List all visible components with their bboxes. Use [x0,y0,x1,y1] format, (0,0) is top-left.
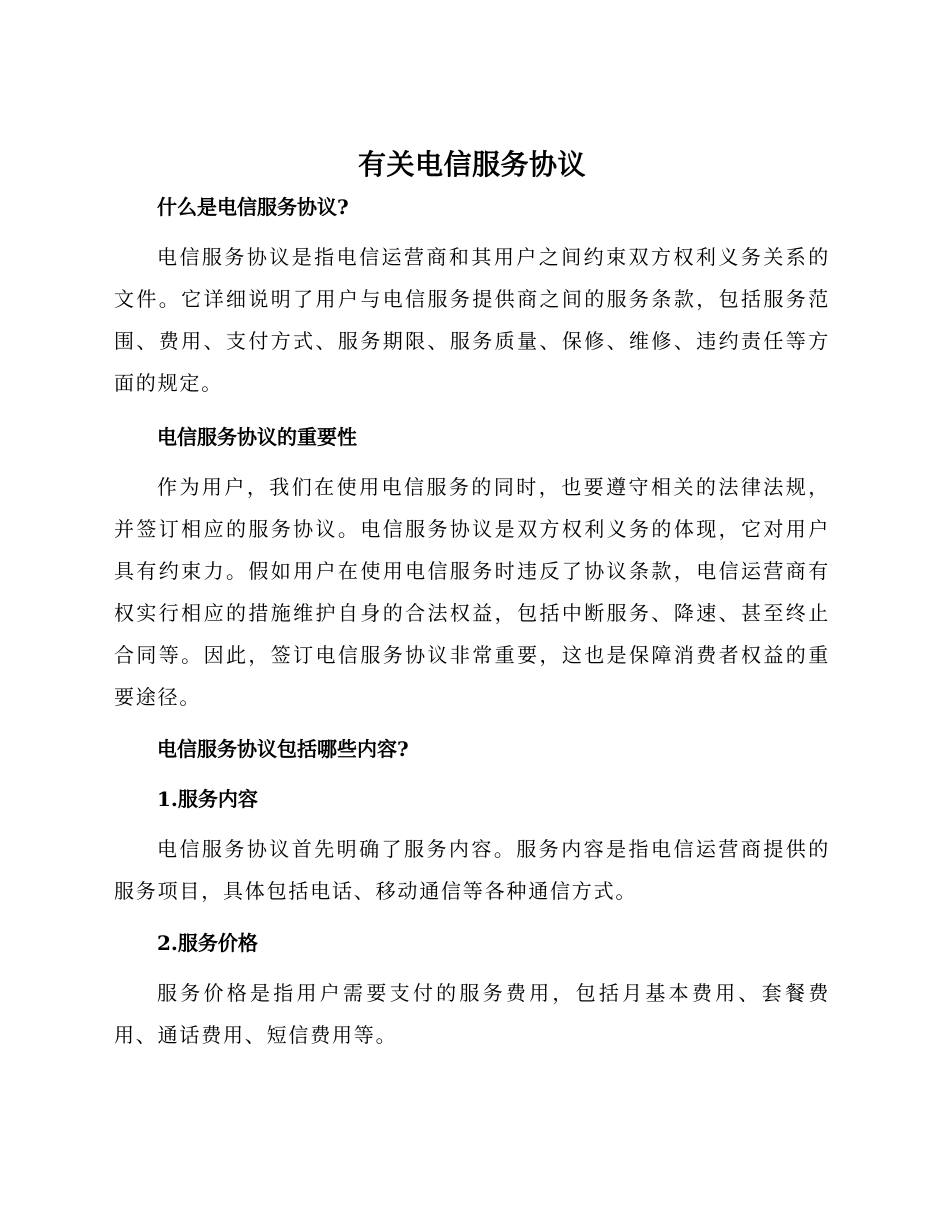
section-heading-importance: 电信服务协议的重要性 [157,425,357,449]
document-title: 有关电信服务协议 [357,148,586,181]
section-heading-service-price: 2.服务价格 [157,931,258,955]
document-page [114,140,830,1056]
section-paragraph-service-content: 电信服务协议首先明确了服务内容。服务内容是指电信运营商提供的服务项目，具体包括电话、移动通信等各种通信方式。 [114,837,830,903]
section-paragraph-importance: 作为用户，我们在使用电信服务的同时，也要遵守相关的法律法规，并签订相应的服务协议。电信服务协议是双方权利义务的体现，它对用户具有约束力。假如用户在使用电信服务时违反了协议条款，电信运营商有权实行相应的措施维护自身的合法权益，包括中断服务、降速、甚至终止合同等。因此，签订电信服务协议非常重要，这也是保障消费者权益的重要途径。 [114,475,830,709]
section-heading-service-content: 1.服务内容 [157,787,258,811]
section-heading-what-is: 什么是电信服务协议? [157,195,349,219]
section-heading-contents: 电信服务协议包括哪些内容? [157,737,409,761]
section-paragraph-what-is: 电信服务协议是指电信运营商和其用户之间约束双方权利义务关系的文件。它详细说明了用户与电信服务提供商之间的服务条款，包括服务范围、费用、支付方式、服务期限、服务质量、保修、维修、违约责任等方面的规定。 [114,245,830,395]
section-paragraph-service-price: 服务价格是指用户需要支付的服务费用，包括月基本费用、套餐费用、通话费用、短信费用等。 [114,981,830,1047]
